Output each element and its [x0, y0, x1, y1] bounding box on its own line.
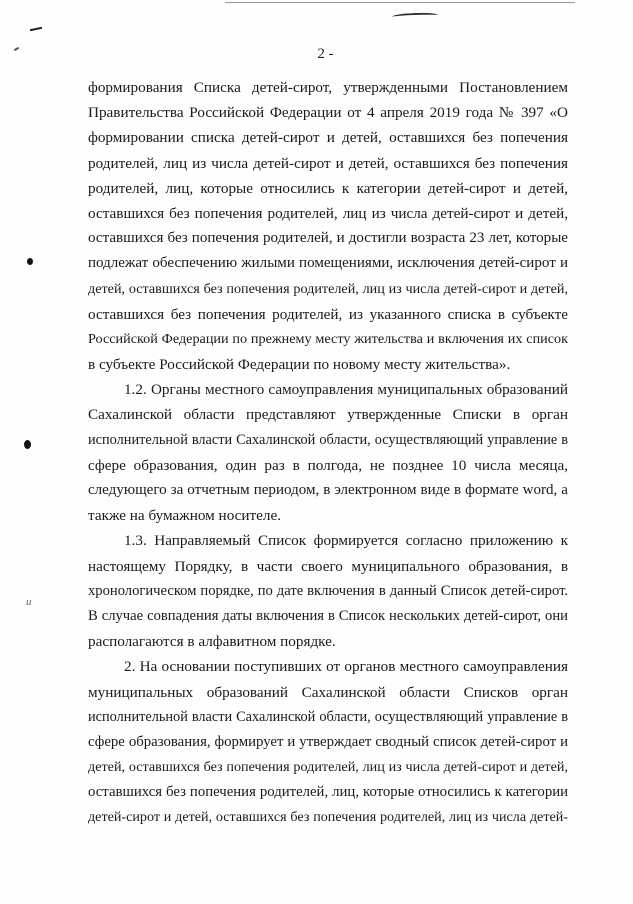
punch-hole-mark: [27, 258, 33, 265]
text-line: Сахалинской области представляют утвержденные Списки в орган: [88, 406, 568, 424]
text-line: исполнительной власти Сахалинской области, осуществляющий управление в: [88, 708, 568, 725]
text-line: оставшихся без попечения родителей, лиц из числа детей-сирот и детей,: [88, 204, 568, 222]
text-line: располагаются в алфавитном порядке.: [88, 633, 336, 651]
paragraph: [88, 528, 568, 654]
page-number: [0, 45, 633, 63]
paragraph: [88, 654, 568, 830]
text-line: Правительства Российской Федерации от 4 апреля 2019 года № 397 «О: [88, 104, 568, 122]
text-line: детей, оставшихся без попечения родителей, лиц из числа детей-сирот и детей,: [88, 280, 568, 297]
text-line: также на бумажном носителе.: [88, 507, 282, 525]
paragraph: [88, 377, 568, 528]
text-line: муниципальных образований Сахалинской области Списков орган: [88, 683, 568, 701]
text-line: в субъекте Российской Федерации по новому месту жительства».: [88, 356, 511, 374]
text-line: хронологическом порядке, по дате включения в данный Список детей-сирот.: [88, 582, 568, 599]
text-line: подлежат обеспечению жилыми помещениями, исключения детей-сирот и: [88, 255, 568, 272]
scan-artifact-tick: [30, 27, 42, 31]
text-line: сфере образования, формирует и утверждает сводный список детей-сирот и: [88, 733, 568, 750]
scan-artifact-mark: [392, 12, 438, 20]
text-line: оставшихся без попечения родителей, и достигли возраста 23 лет, которые: [88, 230, 568, 247]
text-line: исполнительной власти Сахалинской области, осуществляющий управление в: [88, 431, 568, 448]
text-line: 1.3. Направляемый Список формируется согласно приложению к: [124, 532, 568, 550]
text-line: родителей, лиц, которые относились к категории детей-сирот и детей,: [88, 179, 568, 197]
text-line: родителей, лиц из числа детей-сирот и детей, оставшихся без попечения: [88, 154, 568, 172]
text-line: Российской Федерации по прежнему месту жительства и включения их список: [88, 330, 568, 347]
text-line: 1.2. Органы местного самоуправления муниципальных образований: [124, 381, 568, 399]
text-line: оставшихся без попечения родителей, лиц, которые относились к категории: [88, 784, 568, 801]
text-line: следующего за отчетным периодом, в электронном виде в формате word, а: [88, 482, 568, 498]
text-line: детей, оставшихся без попечения родителей, лиц из числа детей-сирот и детей,: [88, 759, 568, 776]
punch-hole-mark: [24, 440, 31, 449]
paragraph: [88, 75, 568, 377]
text-line: формирования Списка детей-сирот, утвержденными Постановлением: [88, 79, 568, 96]
scan-artifact-squiggle: u: [26, 596, 32, 608]
text-line: сфере образования, один раз в полгода, не позднее 10 числа месяца,: [88, 456, 568, 474]
page-number-text: 2 -: [317, 46, 334, 62]
text-line: детей-сирот и детей, оставшихся без попечения родителей, лиц из числа детей-: [88, 809, 568, 826]
scan-top-rule: [225, 2, 575, 3]
text-line: оставшихся без попечения родителей, из указанного списка в субъекте: [88, 305, 568, 323]
document-body: [88, 75, 568, 831]
text-line: 2. На основании поступивших от органов местного самоуправления: [124, 658, 568, 676]
text-line: формировании списка детей-сирот и детей, оставшихся без попечения: [88, 129, 568, 147]
text-line: В случае совпадения даты включения в Список нескольких детей-сирот, они: [88, 607, 568, 624]
text-line: настоящему Порядку, в части своего муниципального образования, в: [88, 557, 568, 575]
